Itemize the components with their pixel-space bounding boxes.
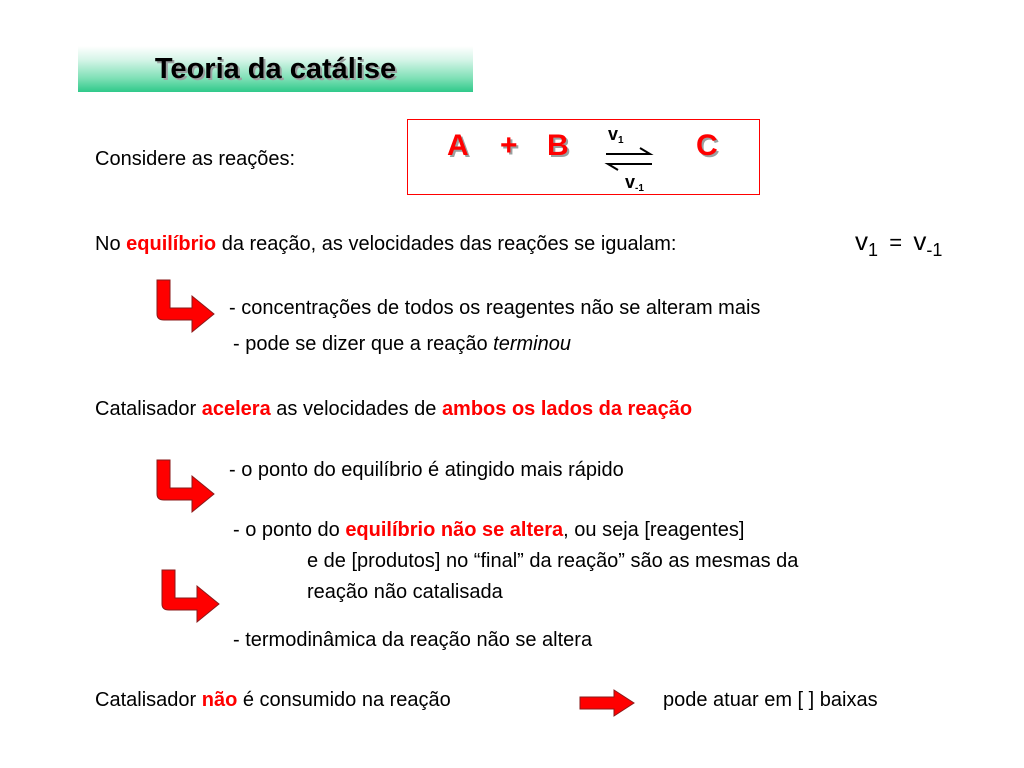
title-bar [78,46,473,92]
species-c: C [696,129,718,162]
catalyst-bullet-1: - o ponto do equilíbrio é atingido mais rápido [229,459,624,481]
eq-v1-sub: 1 [868,240,879,260]
rate-backward [625,172,644,199]
curved-arrow-icon [155,566,225,626]
eq-v2-sub: -1 [926,240,943,260]
catalyst-highlight-both-sides: ambos os lados da reação [441,398,693,420]
catalyst-bullet-2-suffix: , ou seja [reagentes] [563,519,745,541]
consumption-statement [95,688,451,712]
catalyst-prefix: Catalisador [95,398,197,420]
catalyst-bullet-2 [233,518,744,542]
eq-v2: v [913,226,927,256]
rate-forward-subscript: 1 [618,135,624,146]
right-arrow-icon [578,688,636,718]
page-title: Teoria da catálise [154,53,397,85]
equilibrium-suffix: da reação, as velocidades das reações se igualam: [221,233,677,255]
eq-v1: v [855,226,868,256]
equilibrium-bullet-2-text: - pode se dizer que a reação [233,333,488,355]
equilibrium-bullet-2-italic: terminou [493,333,571,355]
species-a: A [447,129,469,162]
rate-equality [855,226,942,265]
rate-forward-symbol: v [608,124,619,144]
curved-arrow-icon [150,276,220,336]
eq-equals: = [889,230,903,255]
consumption-highlight: não [201,689,238,711]
catalyst-bullet-2-prefix: - o ponto do [233,519,340,541]
catalyst-bullet-2-highlight: equilíbrio não se altera [345,519,564,541]
species-b: B [547,129,569,162]
curved-arrow-icon [150,456,220,516]
consumption-prefix: Catalisador [95,689,197,711]
catalyst-highlight-accelerates: acelera [201,398,271,420]
equilibrium-statement [95,232,676,256]
catalyst-middle: as velocidades de [276,398,437,420]
consumption-result: pode atuar em [ ] baixas [663,689,878,711]
catalyst-bullet-2-line-2: e de [produtos] no “final” da reação” são as mesmas da [307,550,799,572]
equilibrium-bullet-2 [233,332,571,356]
consumption-suffix: é consumido na reação [242,689,451,711]
catalyst-bullet-2-line-3: reação não catalisada [307,581,503,603]
plus-sign: + [500,129,518,162]
catalyst-statement [95,397,692,421]
rate-backward-symbol: v [625,172,636,192]
equilibrium-prefix: No [95,233,121,255]
catalyst-bullet-3: - termodinâmica da reação não se altera [233,629,593,651]
equilibrium-highlight: equilíbrio [126,233,217,255]
intro-text: Considere as reações: [95,148,296,170]
equilibrium-arrows-icon [604,146,654,174]
equilibrium-bullet-1: - concentrações de todos os reagentes não se alteram mais [229,297,761,319]
rate-backward-subscript: -1 [635,183,644,194]
